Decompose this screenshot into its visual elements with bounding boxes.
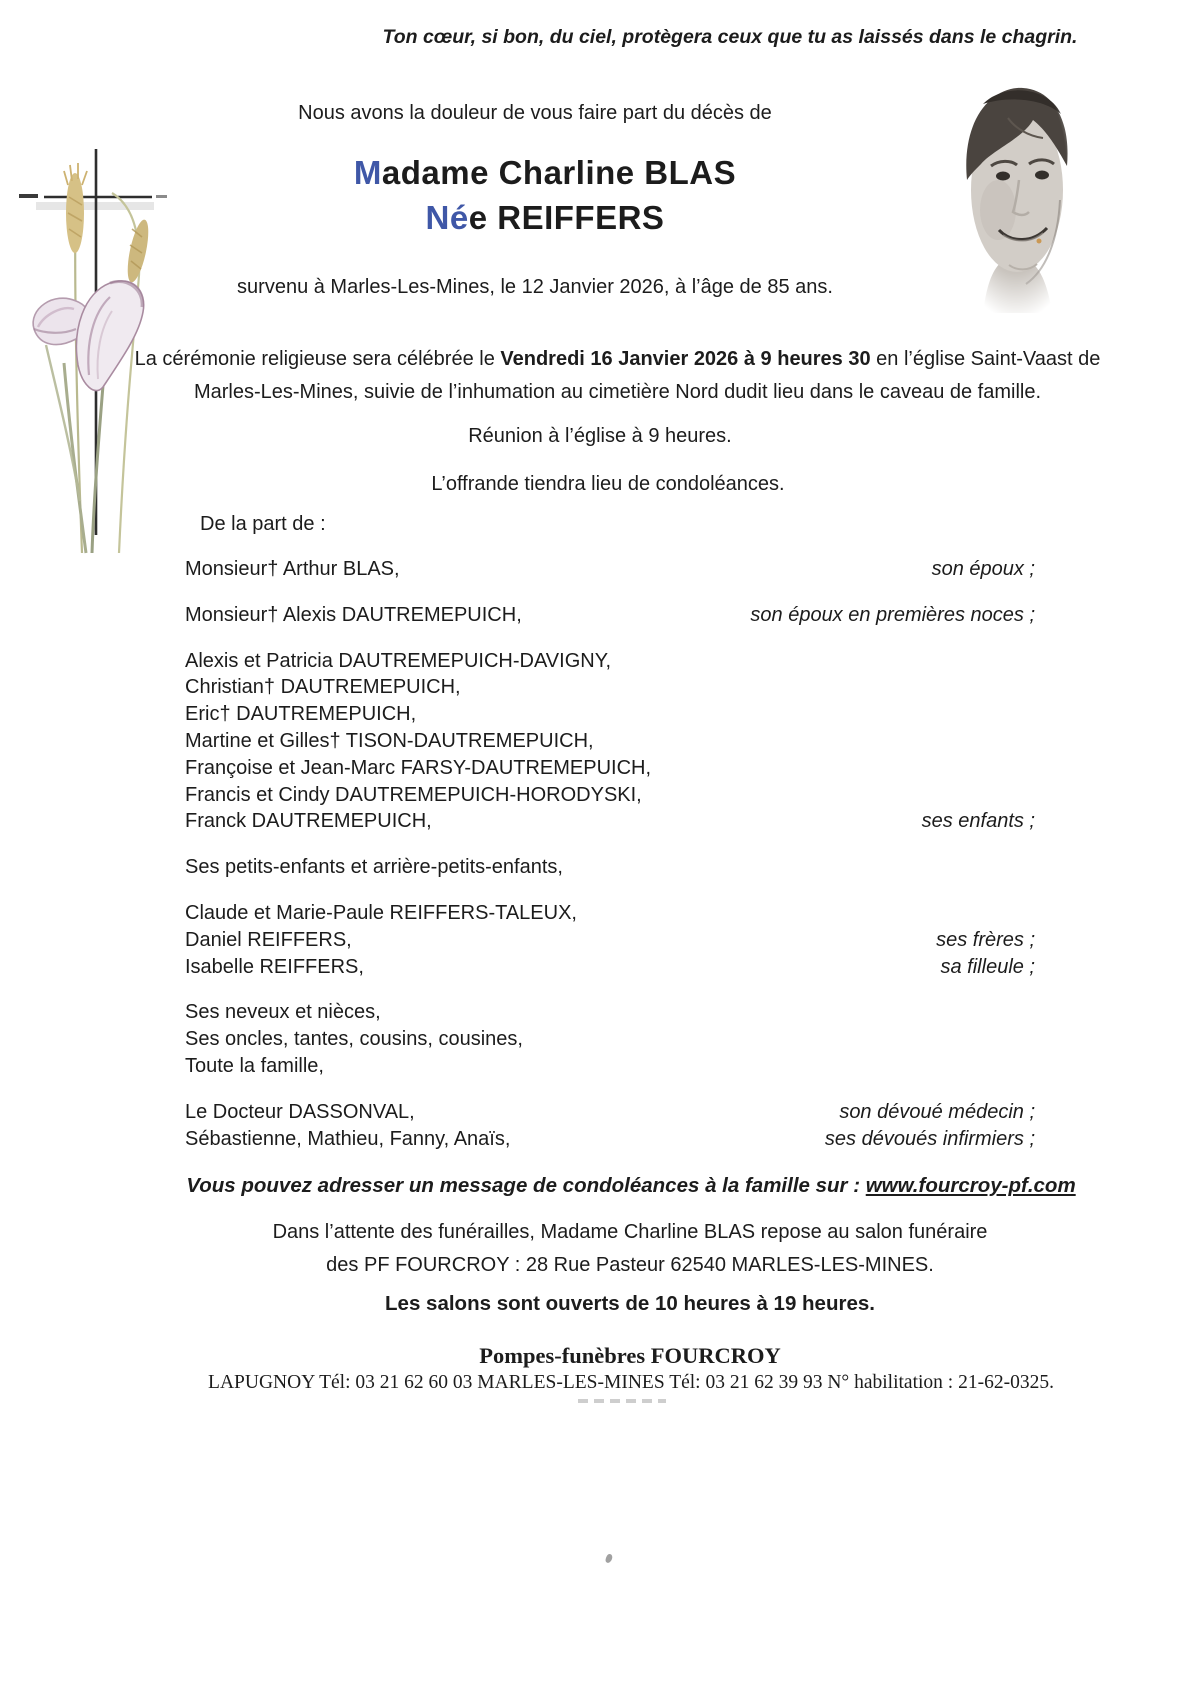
condolence-text: Vous pouvez adresser un message de condoléances à la famille sur : xyxy=(186,1174,866,1197)
family-member-name: Monsieur† Alexis DAUTREMEPUICH, xyxy=(185,603,522,626)
family-member-name: Ses neveux et nièces, xyxy=(185,1001,381,1024)
deceased-name-line2 xyxy=(245,195,845,240)
family-row xyxy=(185,900,1035,927)
deceased-portrait-photo xyxy=(953,58,1080,313)
scan-artifact-dash xyxy=(578,1399,666,1403)
name-line1-text: adame Charline BLAS xyxy=(381,154,737,191)
funeral-home-details: LAPUGNOY Tél: 03 21 62 60 03 MARLES-LES-MINES Tél: 03 21 62 39 93 N° habilitation : 21-62-0325. xyxy=(208,1372,1054,1393)
family-relation-note: ses frères ; xyxy=(936,928,1035,951)
family-relation-note: son époux ; xyxy=(931,558,1035,580)
repose-line1: Dans l’attente des funérailles, Madame Charline BLAS repose au salon funéraire xyxy=(272,1221,988,1243)
family-member-name: Martine et Gilles† TISON-DAUTREMEPUICH, xyxy=(185,729,594,752)
family-member-name: Ses petits-enfants et arrière-petits-enfants, xyxy=(185,856,563,879)
death-details-line: survenu à Marles-Les-Mines, le 12 Janvier 2026, à l’âge de 85 ans. xyxy=(237,276,833,298)
ceremony-text-prefix: La cérémonie religieuse sera célébrée le xyxy=(134,348,501,370)
ceremony-text-suffix: en l’église Saint-Vaast de Marles-Les-Mines, suivie de l’inhumation au cimetière Nord dudit lieu dans le caveau de famille. xyxy=(193,348,1101,403)
condolence-message xyxy=(86,1174,1176,1198)
salon-hours-line: Les salons sont ouverts de 10 heures à 19 heures. xyxy=(385,1292,875,1315)
family-member-name: Francis et Cindy DAUTREMEPUICH-HORODYSKI, xyxy=(185,783,642,806)
scan-artifact-speck xyxy=(605,1553,613,1563)
family-member-name: Isabelle REIFFERS, xyxy=(185,955,364,978)
family-row xyxy=(185,1126,1035,1153)
family-row xyxy=(185,701,1035,728)
from-label: De la part de : xyxy=(200,513,326,535)
portrait-image xyxy=(953,58,1080,313)
family-member-name: Franck DAUTREMEPUICH, xyxy=(185,810,432,833)
family-row xyxy=(185,602,1035,629)
family-list xyxy=(185,556,1035,1152)
family-row xyxy=(185,1053,1035,1080)
repose-line2: des PF FOURCROY : 28 Rue Pasteur 62540 MARLES-LES-MINES. xyxy=(326,1254,934,1276)
name-initial-accent: M xyxy=(353,154,382,191)
family-row xyxy=(185,999,1035,1026)
family-member-name: Christian† DAUTREMEPUICH, xyxy=(185,676,461,699)
family-relation-note: sa filleule ; xyxy=(940,955,1035,978)
family-row xyxy=(185,674,1035,701)
family-relation-note: son dévoué médecin ; xyxy=(839,1100,1035,1123)
family-row xyxy=(185,954,1035,981)
family-member-name: Eric† DAUTREMEPUICH, xyxy=(185,703,417,726)
family-row xyxy=(185,782,1035,809)
family-relation-note: ses dévoués infirmiers ; xyxy=(824,1127,1035,1150)
family-row xyxy=(185,1026,1035,1053)
family-row xyxy=(185,648,1035,675)
family-row xyxy=(185,808,1035,835)
deceased-name-line1 xyxy=(245,150,845,195)
condolence-website-url: www.fourcroy-pf.com xyxy=(865,1174,1076,1197)
family-member-name: Alexis et Patricia DAUTREMEPUICH-DAVIGNY, xyxy=(185,649,612,672)
family-member-name: Daniel REIFFERS, xyxy=(185,928,352,951)
family-row xyxy=(185,556,1035,583)
family-member-name: Françoise et Jean-Marc FARSY-DAUTREMEPUICH, xyxy=(185,756,652,779)
maiden-name-initial-accent: Né xyxy=(425,199,469,236)
family-relation-note: son époux en premières noces ; xyxy=(750,603,1035,626)
family-relation-note: ses enfants ; xyxy=(921,810,1035,833)
family-member-name: Ses oncles, tantes, cousins, cousines, xyxy=(185,1028,523,1051)
ceremony-date-bold: Vendredi 16 Janvier 2026 à 9 heures 30 xyxy=(500,348,871,370)
family-member-name: Toute la famille, xyxy=(185,1054,324,1077)
family-row xyxy=(185,927,1035,954)
funeral-home-name: Pompes-funèbres FOURCROY xyxy=(479,1343,781,1368)
offering-line: L’offrande tiendra lieu de condoléances. xyxy=(431,473,785,495)
epigraph-quote: Ton cœur, si bon, du ciel, protègera ceux que tu as laissés dans le chagrin. xyxy=(382,26,1078,48)
family-member-name: Monsieur† Arthur BLAS, xyxy=(185,558,400,580)
repose-paragraph xyxy=(120,1216,1140,1282)
ceremony-paragraph xyxy=(100,343,1135,409)
name-line2-text: e REIFFERS xyxy=(468,199,665,236)
family-member-name: Le Docteur DASSONVAL, xyxy=(185,1100,415,1123)
family-row xyxy=(185,755,1035,782)
family-member-name: Claude et Marie-Paule REIFFERS-TALEUX, xyxy=(185,901,577,924)
announcement-line: Nous avons la douleur de vous faire part du décès de xyxy=(298,102,772,124)
family-row xyxy=(185,854,1035,881)
family-row xyxy=(185,1099,1035,1126)
deceased-name-title xyxy=(245,150,845,240)
family-row xyxy=(185,728,1035,755)
family-member-name: Sébastienne, Mathieu, Fanny, Anaïs, xyxy=(185,1127,511,1150)
meeting-line: Réunion à l’église à 9 heures. xyxy=(468,425,732,447)
